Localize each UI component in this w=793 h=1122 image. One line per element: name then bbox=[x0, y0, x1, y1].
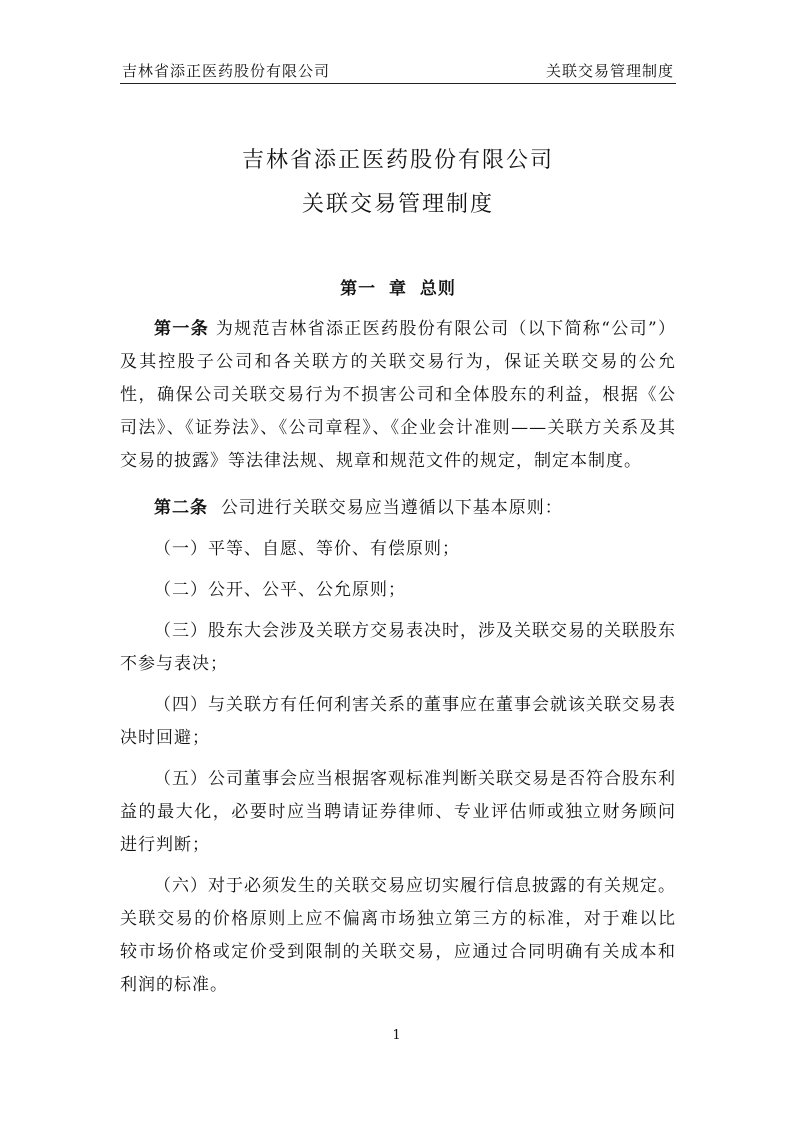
principle-item: （四）与关联方有任何利害关系的董事应在董事会就该关联交易表决时回避； bbox=[120, 695, 676, 748]
document-title-name: 关联交易管理制度 bbox=[301, 192, 494, 217]
header-document-name: 关联交易管理制度 bbox=[545, 62, 674, 80]
article-2-number: 第二条 bbox=[154, 498, 208, 518]
paragraph-gap bbox=[120, 478, 676, 492]
principle-item: （三）股东大会涉及关联方交易表决时，涉及关联交易的关联股东不参与表决； bbox=[120, 621, 676, 674]
principle-item: （二）公开、公平、公允原则； bbox=[154, 580, 406, 600]
page-header bbox=[120, 60, 676, 82]
principle-item: （一）平等、自愿、等价、有偿原则； bbox=[154, 539, 460, 559]
article-1-text: 为规范吉林省添正医药股份有限公司（以下简称“公司”）及其控股子公司和各关联方的关联交易行为，保证关联交易的公允性，确保公司关联交易行为不损害公司和全体股东的利益，根据《公司法》、《证券法》、《公司章程》、《企业会计准则——关联方关系及其交易的披露》等法律法规、规章和规范文件的规定，制定本制度。 bbox=[120, 319, 677, 471]
article-2-text: 公司进行关联交易应当遵循以下基本原则： bbox=[220, 498, 563, 518]
article-2 bbox=[120, 492, 676, 525]
article-1-number: 第一条 bbox=[154, 319, 210, 339]
page-number: 1 bbox=[392, 1028, 401, 1043]
document-title-company: 吉林省添正医药股份有限公司 bbox=[241, 148, 554, 173]
article-1 bbox=[120, 313, 676, 478]
document-body bbox=[120, 313, 676, 1010]
principle-item: （六）对于必须发生的关联交易应切实履行信息披露的有关规定。关联交易的价格原则上应不偏离市场独立第三方的标准，对于难以比较市场价格或定价受到限制的关联交易，应通过合同明确有关成本和利润的标准。 bbox=[120, 876, 676, 995]
header-divider bbox=[120, 83, 676, 84]
chapter-heading: 第一 章 总则 bbox=[340, 279, 456, 299]
header-company-name: 吉林省添正医药股份有限公司 bbox=[122, 62, 331, 80]
principle-item: （五）公司董事会应当根据客观标准判断关联交易是否符合股东利益的最大化，必要时应当聘请证券律师、专业评估师或独立财务顾问进行判断； bbox=[120, 769, 676, 855]
